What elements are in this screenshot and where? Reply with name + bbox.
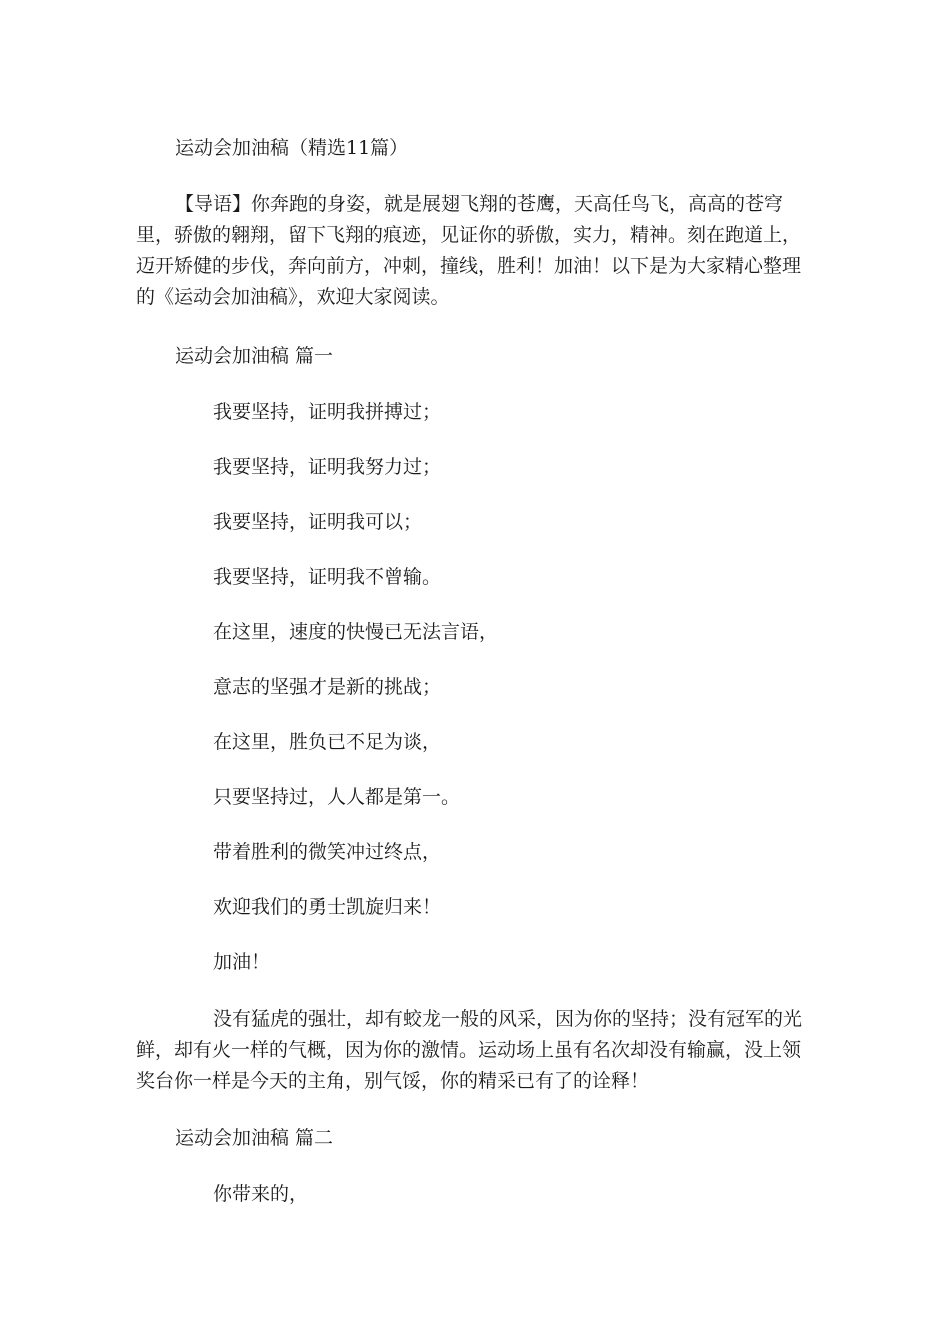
poem-line: 在这里，胜负已不足为谈， bbox=[213, 731, 442, 753]
poem-line: 我要坚持，证明我可以； bbox=[213, 511, 423, 533]
poem-line: 我要坚持，证明我拼搏过； bbox=[213, 401, 442, 423]
intro-label: 【导语】 bbox=[175, 193, 252, 215]
poem-line: 我要坚持，证明我努力过； bbox=[213, 456, 442, 478]
poem-line: 加油！ bbox=[213, 951, 271, 973]
poem-line: 带着胜利的微笑冲过终点， bbox=[213, 841, 442, 863]
poem-line: 欢迎我们的勇士凯旋归来！ bbox=[213, 896, 442, 918]
section-heading-1: 运动会加油稿 篇一 bbox=[175, 345, 334, 367]
poem-line: 只要坚持过，人人都是第一。 bbox=[213, 786, 461, 808]
intro-paragraph bbox=[136, 189, 816, 313]
intro-text: 你奔跑的身姿，就是展翅飞翔的苍鹰，天高任鸟飞，高高的苍穹里，骄傲的翱翔，留下飞翔的痕迹，见证你的骄傲，实力，精神。刻在跑道上，迈开矫健的步伐，奔向前方，冲刺，撞线，胜利！加油！以下是为大家精心整理的《运动会加油稿》，欢迎大家阅读。 bbox=[136, 193, 802, 308]
document-title: 运动会加油稿（精选11篇） bbox=[175, 137, 409, 159]
poem-line: 你带来的， bbox=[213, 1183, 309, 1205]
closing-paragraph: 没有猛虎的强壮，却有蛟龙一般的风采，因为你的坚持；没有冠军的光鲜，却有火一样的气概，因为你的激情。运动场上虽有名次却没有输赢，没上领奖台你一样是今天的主角，别气馁，你的精采已有了的诠释！ bbox=[136, 1008, 803, 1092]
poem-line: 我要坚持，证明我不曾输。 bbox=[213, 566, 442, 588]
poem-line: 意志的坚强才是新的挑战； bbox=[213, 676, 442, 698]
section-heading-2: 运动会加油稿 篇二 bbox=[175, 1127, 334, 1149]
poem-line: 在这里，速度的快慢已无法言语， bbox=[213, 621, 499, 643]
